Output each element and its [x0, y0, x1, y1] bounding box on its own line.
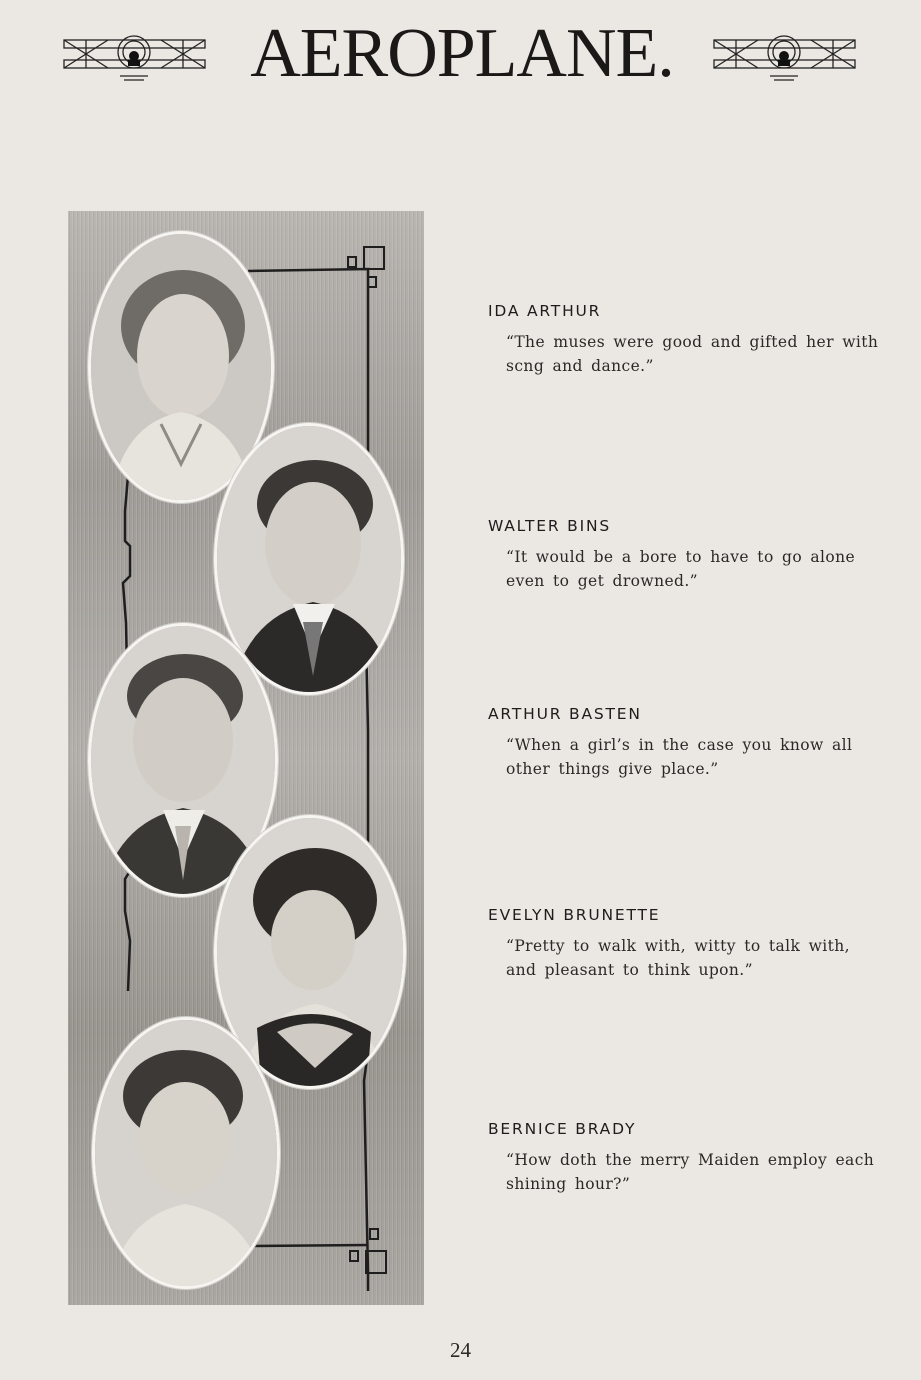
quote-line: scng and dance.”	[506, 357, 654, 375]
portrait-panel	[68, 211, 424, 1305]
quote-line: “It would be a bore to have to go alone	[506, 548, 856, 566]
page-title: AEROPLANE.	[250, 15, 674, 92]
student-name: ARTHUR BASTEN	[488, 705, 642, 723]
quote-line: even to get drowned.”	[506, 572, 699, 590]
student-quote	[506, 330, 883, 378]
student-name: WALTER BINS	[488, 517, 611, 535]
student-entry	[488, 517, 883, 593]
quote-line: “Pretty to walk with, witty to talk with,	[506, 937, 851, 955]
biplane-right-icon	[712, 30, 857, 82]
student-quote	[506, 733, 883, 781]
student-quote	[506, 1148, 883, 1196]
student-entry	[488, 302, 883, 378]
biplane-left-icon	[62, 30, 207, 82]
student-entry	[488, 1120, 883, 1196]
quote-line: other things give place.”	[506, 760, 719, 778]
student-entry	[488, 705, 883, 781]
student-quote	[506, 545, 883, 593]
quote-line: “How doth the merry Maiden employ each	[506, 1151, 875, 1169]
page-number: 24	[450, 1338, 471, 1362]
quote-line: “The muses were good and gifted her with	[506, 333, 879, 351]
quote-line: shining hour?”	[506, 1175, 631, 1193]
student-name: EVELYN BRUNETTE	[488, 906, 661, 924]
student-entry	[488, 906, 883, 982]
student-quote	[506, 934, 883, 982]
quote-line: “When a girl’s in the case you know all	[506, 736, 853, 754]
quote-line: and pleasant to think upon.”	[506, 961, 753, 979]
portrait-bernice-brady	[92, 1017, 280, 1289]
student-name: BERNICE BRADY	[488, 1120, 637, 1138]
student-name: IDA ARTHUR	[488, 302, 602, 320]
